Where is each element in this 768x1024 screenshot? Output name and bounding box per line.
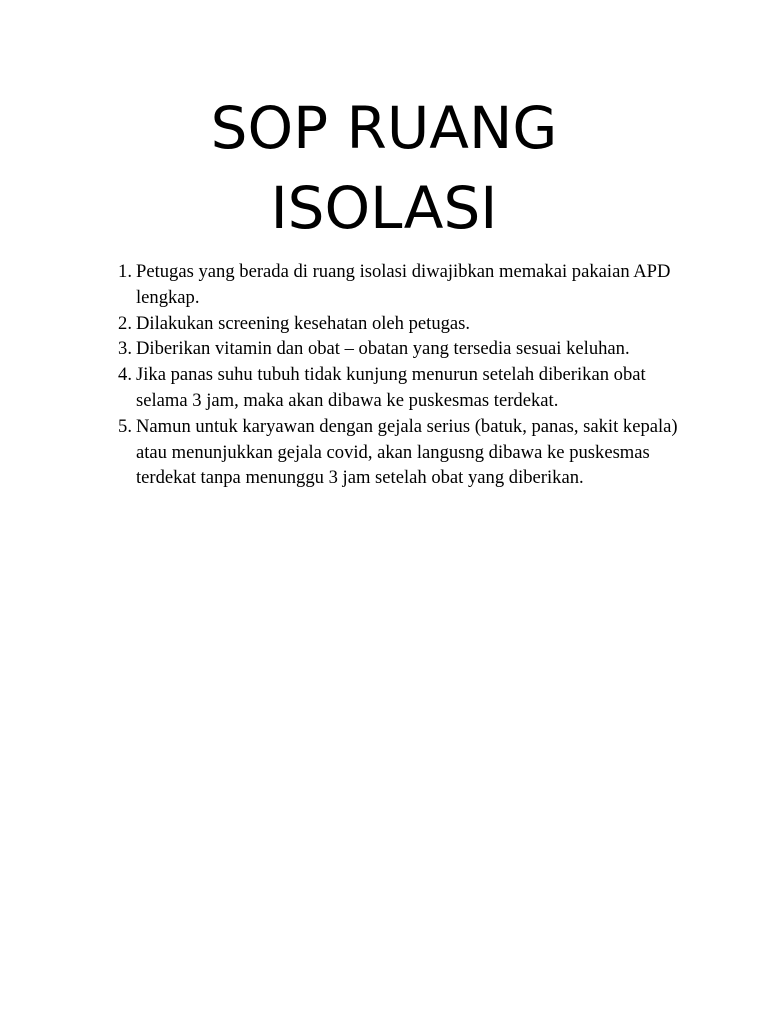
list-item-number: 2. [118,312,132,334]
list-item [106,336,686,362]
list-item-text: Diberikan vitamin dan obat – obatan yang tersedia sesuai keluhan. [136,338,630,360]
title-line-1: SOP RUANG [210,94,558,162]
list-item [106,362,686,414]
procedure-list [106,259,686,491]
list-item-text: Dilakukan screening kesehatan oleh petugas. [136,312,471,334]
list-item-text: Petugas yang berada di ruang isolasi diwajibkan memakai pakaian APD lengkap. [136,261,671,308]
list-item [106,414,686,491]
list-item-number: 5. [118,415,132,437]
list-item-number: 1. [118,261,132,282]
list-item-text: Namun untuk karyawan dengan gejala serius (batuk, panas, sakit kepala) atau menunjukkan gejala covid, akan langusng dibawa ke puskesmas terdekat tanpa menunggu 3 jam setelah obat yang diberikan. [136,415,678,489]
list-item-text: Jika panas suhu tubuh tidak kunjung menurun setelah diberikan obat selama 3 jam, maka akan dibawa ke puskesmas terdekat. [136,364,646,411]
list-item-number: 3. [118,338,132,360]
list-item [106,311,686,337]
list-item-number: 4. [118,364,132,386]
list-item [106,259,686,311]
title-line-2: ISOLASI [270,174,498,242]
page-title [0,88,768,248]
